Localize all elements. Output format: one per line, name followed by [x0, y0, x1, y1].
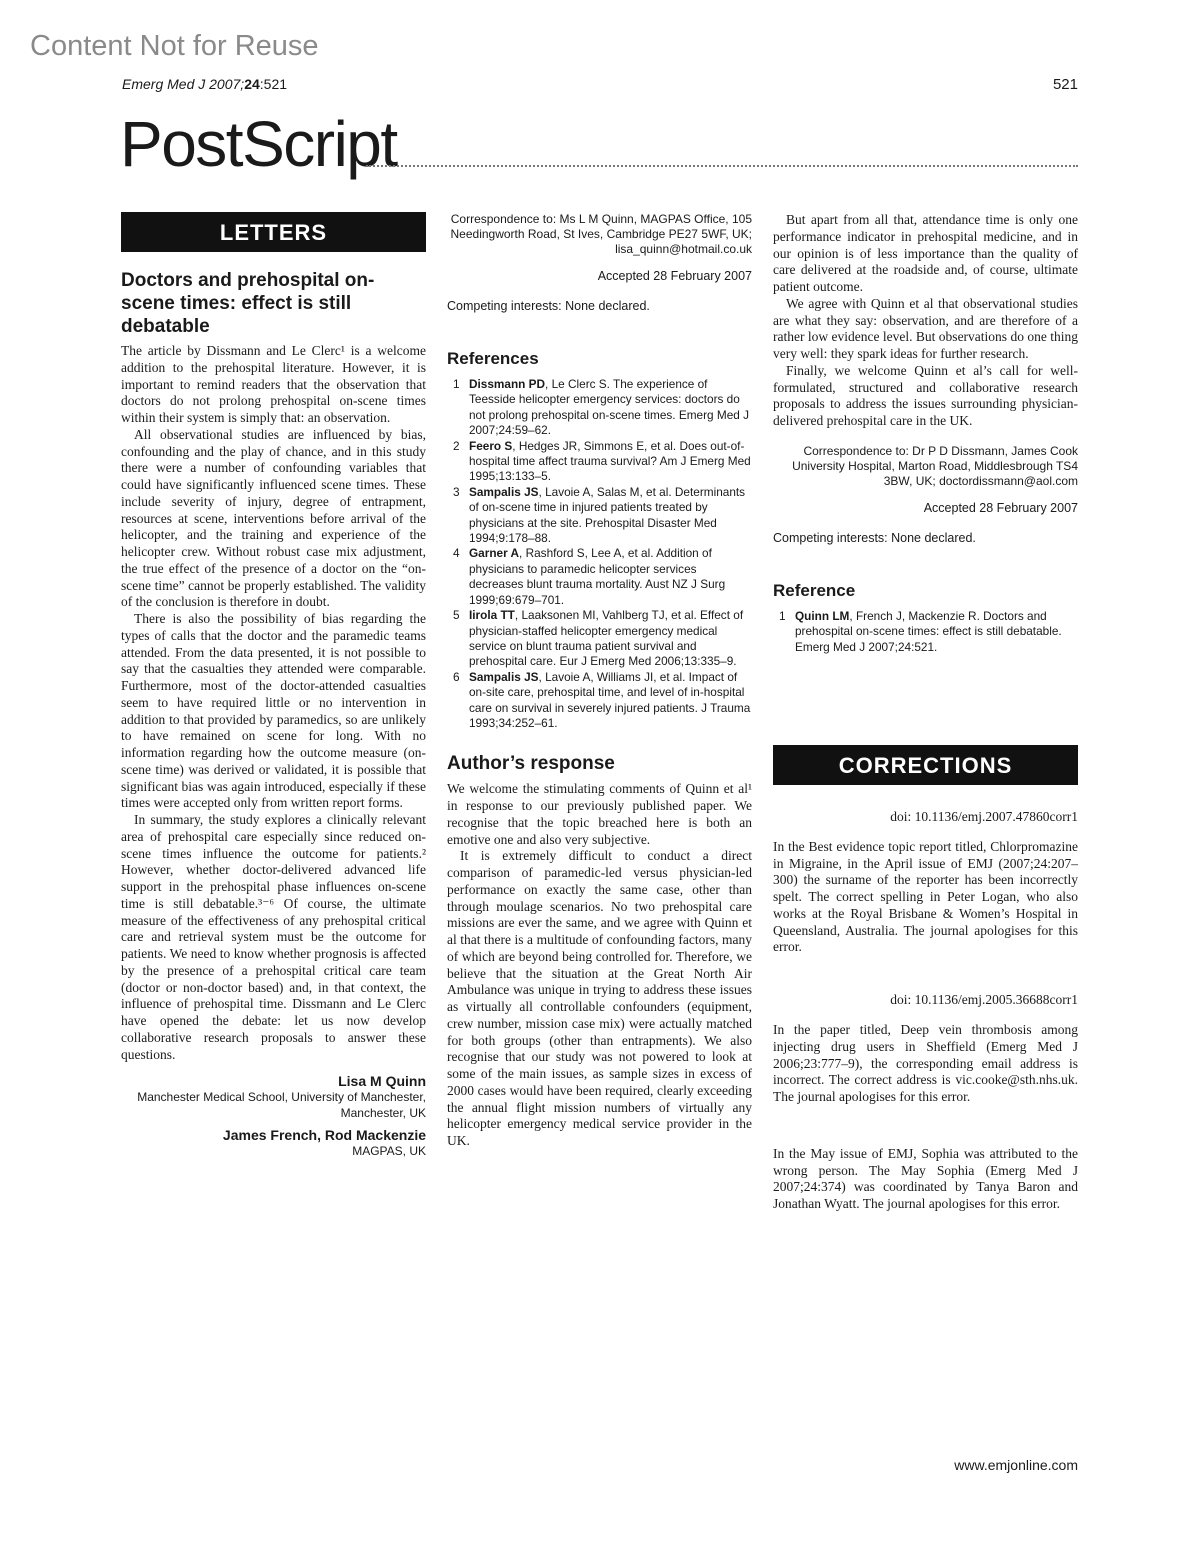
reference-author: Garner A [469, 546, 520, 561]
article-title: Doctors and prehospital on-scene times: effect is still debatable [121, 270, 375, 337]
response-body-continued [773, 212, 1078, 430]
response-reference-list [773, 609, 1078, 655]
reference-text: , Hedges JR, Simmons E, et al. Does out-of-hospital time affect trauma survival? Am J Emerg Med 1995;13:133–5. [469, 438, 751, 484]
letter-paragraph: There is also the possibility of bias regarding the types of calls that the doctor and the paramedic teams attended. From the data presented, it is not possible to say that the casualties they attended were comparable. Furthermore, most of the doctor-attended casualties seem to have required little or no intervention in addition to that provided by paramedics, so are unlikely to have remained on scene for long. With no information regarding how the outcome measure (on-scene time) was derived or validated, it is possible that significant bias was again introduced, especially if these times were accepted only from written report forms. [121, 611, 426, 811]
corrections-banner: CORRECTIONS [773, 745, 1078, 785]
reference-number: 6 [453, 669, 460, 684]
reference-author: Sampalis JS [469, 669, 539, 684]
author-name: Lisa M Quinn [338, 1073, 426, 1090]
correction-doi: doi: 10.1136/emj.2005.36688corr1 [890, 992, 1078, 1008]
footer-website: www.emjonline.com [954, 1457, 1078, 1473]
letter-paragraph: All observational studies are influenced by bias, confounding and the play of chance, and in this study there were a number of confounding variables that could have significantly influenced scene times. These include severity of injury, degree of entrapment, resources at scene, interventions before arrival of the helicopter, and the training and experience of the helicopter crew. Without robust case mix adjustment, the true effect of the presence of a doctor on the “on-scene time” cannot be properly established. The validity of the conclusion is therefore in doubt. [121, 426, 426, 610]
reference-number: 1 [779, 608, 786, 623]
section-title: PostScript [120, 108, 397, 180]
running-header-citation [122, 76, 287, 92]
response-paragraph: Finally, we welcome Quinn et al’s call for well-formulated, structured and collaborative research proposals to address the issues surrounding physician-delivered prehospital care in the UK. [773, 362, 1078, 428]
letter-paragraph: In summary, the study explores a clinically relevant area of prehospital care especially since reduced on-scene times influence the outcome for patients.² However, whether doctor-delivered advanced life support in the prehospital phase influences on-scene time is still debatable.³⁻⁶ Of course, the ultimate measure of the effectiveness of any prehospital critical care and retrieval system must be the outcome for patients. We need to know whether prognosis is affected by the presence of a prehospital critical care team (doctor or non-doctor based) and, in that context, the influence of prehospital time. Dissmann and Le Clerc have opened the debate: let us now develop collaborative research proposals to answer these questions. [121, 812, 426, 1062]
response-accepted-date: Accepted 28 February 2007 [923, 500, 1078, 515]
letter-body [121, 343, 426, 1063]
letter-byline [121, 1073, 426, 1159]
response-correspondence: Correspondence to: Dr P D Dissmann, James Cook University Hospital, Marton Road, Middlesbrough TS4 3BW, UK; doctordissmann@aol.com [792, 443, 1078, 488]
letter-correspondence: Correspondence to: Ms L M Quinn, MAGPAS Office, 105 Needingworth Road, St Ives, Cambridge PE27 5WF, UK; lisa_quinn@hotmail.co.uk [450, 212, 752, 256]
author-affiliation: MAGPAS, UK [352, 1144, 426, 1159]
reference-item [447, 377, 752, 439]
column-1 [121, 212, 426, 1163]
reference-text: , Lavoie A, Salas M, et al. Determinants of on-scene time in injured patients treated by physicians at the site. Prehospital Disaster Med 1994;9:178–88. [469, 484, 746, 546]
reference-text: , French J, Mackenzie R. Doctors and prehospital on-scene times: effect is still debatable. Emerg Med J 2007;24:521. [795, 608, 1062, 654]
letter-paragraph: The article by Dissmann and Le Clerc¹ is a welcome addition to the prehospital literature. However, it is important to remind readers that the observation that doctors do not prolong prehospital on-scene times within their system is simply that: an observation. [121, 343, 426, 425]
correction-text: In the paper titled, Deep vein thrombosis among injecting drug users in Sheffield (Emerg Med J 2006;23:777–9), the corresponding email address is incorrect. The correct address is vic.cooke@sth.nhs.uk. The journal apologises for this error. [773, 1022, 1078, 1105]
response-paragraph: We agree with Quinn et al that observational studies are what they say: observation, and are therefore of a rather low evidence level. But observations do one thing very well: they spark ideas for further research. [773, 295, 1078, 361]
reference-item [447, 608, 752, 670]
reference-author: Dissmann PD [469, 377, 546, 391]
reference-item [447, 485, 752, 547]
reference-number: 3 [453, 484, 460, 499]
reference-list [447, 377, 752, 731]
reference-item [773, 609, 1078, 655]
reference-text: , Lavoie A, Williams JI, et al. Impact of on-site care, prehospital time, and level of in-hospital care on survival in severely injured patients. J Trauma 1993;34:252–61. [469, 669, 751, 730]
response-paragraph: But apart from all that, attendance time is only one performance indicator in prehospital medicine, and in our opinion is of less importance than the quality of care delivered at the roadside and, of course, ultimate patient outcome. [773, 212, 1078, 294]
response-title: Author’s response [447, 753, 615, 775]
author-affiliation: Manchester Medical School, University of Manchester, Manchester, UK [137, 1090, 426, 1121]
letters-banner: LETTERS [121, 212, 426, 252]
reference-number: 2 [453, 438, 460, 453]
reference-item [447, 439, 752, 485]
letter-competing-interests: Competing interests: None declared. [447, 299, 650, 313]
references-heading: References [447, 349, 539, 368]
reference-text: , Le Clerc S. The experience of Teesside helicopter emergency services: doctors do not prolong prehospital on-scene times. Emerg Med J 2007;24:59–62. [469, 377, 749, 438]
reference-item [447, 670, 752, 732]
author-name: James French, Rod Mackenzie [222, 1127, 426, 1144]
watermark: Content Not for Reuse [30, 30, 319, 62]
column-2 [447, 212, 752, 1150]
reference-number: 5 [453, 608, 460, 623]
journal-volume: 24 [244, 76, 260, 92]
correction-doi: doi: 10.1136/emj.2007.47860corr1 [890, 808, 1078, 824]
letter-accepted-date: Accepted 28 February 2007 [597, 269, 752, 283]
reference-text: , Laaksonen MI, Vahlberg TJ, et al. Effect of physician-staffed helicopter emergency medical service on blunt trauma patient survival and prehospital care. Eur J Emerg Med 2006;13:335–9. [469, 608, 744, 669]
response-body [447, 781, 752, 1150]
correction-body [773, 1022, 1078, 1106]
response-paragraph: It is extremely difficult to conduct a direct comparison of paramedic-led versus physician-led performance on exactly the same case, other than through moulage scenarios. No two prehospital care missions are ever the same, and we agree with Quinn et al that there is a multitude of confounding factors, many of which are beyond being controlled for. Therefore, we believe that the situation at the Great North Air Ambulance was unique in trying to address these issues as virtually all controllable confounders (equipment, crew number, mission case mix) were actually matched for both groups (other than entrapments). We also recognise that our study was not powered to look at some of the main issues, as sample sizes in excess of 2000 cases would have been required, clearly exceeding the annual flight mission numbers of virtually any helicopter emergency medical service provider in the UK. [447, 848, 752, 1149]
response-paragraph: We welcome the stimulating comments of Quinn et al¹ in response to our previously published paper. We recognise that the topic breached here is both an emotive one and also very subjective. [447, 781, 752, 847]
reference-author: Quinn LM [795, 608, 850, 623]
correction-text: In the May issue of EMJ, Sophia was attributed to the wrong person. The May Sophia (Emerg Med J 2007;24:374) was coordinated by Tanya Baron and Jonathan Wyatt. The journal apologises for this error. [773, 1145, 1078, 1212]
title-dotted-rule [366, 165, 1078, 167]
reference-number: 4 [453, 546, 460, 561]
reference-author: Feero S [469, 438, 513, 453]
reference-author: Sampalis JS [469, 484, 539, 499]
reference-number: 1 [453, 377, 460, 391]
reference-heading: Reference [773, 580, 856, 600]
journal-name: Emerg Med J [122, 76, 206, 92]
correction-body [773, 839, 1078, 956]
journal-page: :521 [259, 76, 288, 92]
correction-text: In the Best evidence topic report titled, Chlorpromazine in Migraine, in the April issue of EMJ (2007;24:207–300) the surname of the reporter has been incorrectly spelt. The correct spelling in Peter Logan, who also works at the Royal Brisbane & Women’s Hospital in Queensland, Australia. The journal apologises for this error. [773, 838, 1078, 955]
reference-author: Iirola TT [469, 608, 515, 623]
response-competing-interests: Competing interests: None declared. [773, 530, 976, 545]
correction-body [773, 1146, 1078, 1213]
reference-item [447, 546, 752, 608]
journal-year: 2007; [205, 76, 245, 92]
page-number: 521 [1052, 76, 1078, 93]
reference-text: , Rashford S, Lee A, et al. Addition of physicians to paramedic helicopter services decreases blunt trauma mortality. Aust NZ J Surg 1999;69:679–701. [469, 546, 726, 607]
column-3 [773, 212, 1078, 1213]
